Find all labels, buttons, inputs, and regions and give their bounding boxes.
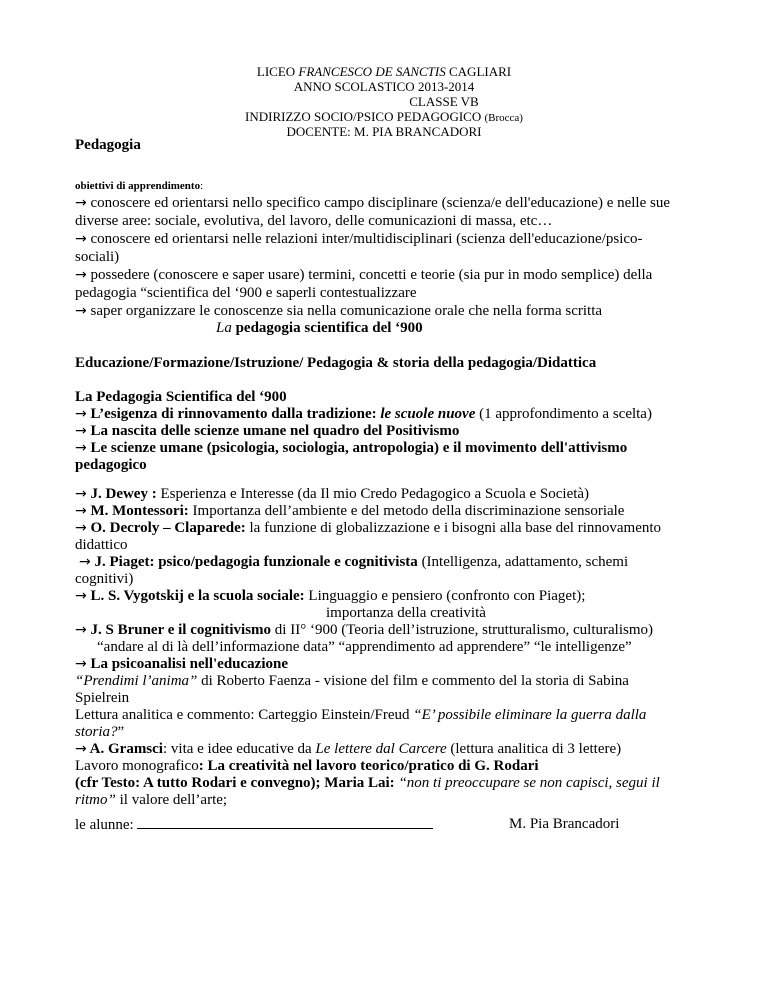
- cfr-line-cont: ritmo” il valore dell’arte;: [75, 792, 228, 808]
- arrow-right-icon: →: [75, 486, 87, 502]
- school-year: ANNO SCOLASTICO 2013-2014: [293, 79, 475, 94]
- arrow-right-icon: →: [75, 520, 87, 536]
- arrow-right-icon: →: [75, 195, 87, 211]
- objective-item-cont: pedagogia “scientifica del ‘900 e saperli contestualizzare: [75, 285, 417, 301]
- cfr-line: (cfr Testo: A tutto Rodari e convegno); Maria Lai: “non ti preoccupare se non capisci, segui il: [75, 775, 660, 791]
- objectives-label: obiettivi di apprendimento:: [75, 180, 204, 192]
- program-item-cont: didattico: [75, 537, 128, 553]
- program-item-psychoanalysis: → La psicoanalisi nell'educazione: [75, 656, 289, 672]
- program-item-decroly: → O. Decroly – Claparede: la funzione di globalizzazione e i bisogni alla base del rinnovamento: [75, 520, 662, 536]
- arrow-right-icon: →: [75, 267, 87, 283]
- topics-line: Educazione/Formazione/Istruzione/ Pedagogia & storia della pedagogia/Didattica: [75, 355, 597, 371]
- program-item-cont: pedagogico: [75, 457, 147, 473]
- letter-line: Lettura analitica e commento: Carteggio Einstein/Freud “E’ possibile eliminare la guerra dalla: [75, 707, 647, 723]
- film-line: “Prendimi l’anima” di Roberto Faenza - visione del film e commento del la storia di Sabina: [75, 673, 629, 689]
- teacher-label: DOCENTE: M. PIA BRANCADORI: [286, 124, 482, 139]
- school-name: LICEO FRANCESCO DE SANCTIS CAGLIARI: [256, 64, 512, 79]
- section-title: La pedagogia scientifica del ‘900: [216, 320, 423, 336]
- arrow-right-icon: →: [79, 554, 91, 570]
- subject-title: Pedagogia: [75, 137, 141, 153]
- objective-item: → saper organizzare le conoscenze sia nella comunicazione orale che nella forma scritta: [75, 303, 603, 319]
- objective-item-cont: sociali): [75, 249, 120, 265]
- arrow-right-icon: →: [75, 423, 87, 439]
- class-label: CLASSE VB: [409, 94, 479, 109]
- monograph-line: Lavoro monografico: La creatività nel lavoro teorico/pratico di G. Rodari: [75, 758, 539, 774]
- arrow-right-icon: →: [75, 303, 87, 319]
- letter-line-cont: storia?”: [75, 724, 125, 740]
- program-title: La Pedagogia Scientifica del ‘900: [75, 389, 287, 405]
- arrow-right-icon: →: [75, 406, 87, 422]
- program-item-gramsci: → A. Gramsci: vita e idee educative da Le lettere dal Carcere (lettura analitica di 3 lettere): [75, 741, 622, 757]
- program-item-piaget: → J. Piaget: psico/pedagogia funzionale e cognitivista (Intelligenza, adattamento, schemi: [79, 554, 629, 570]
- arrow-right-icon: →: [75, 741, 87, 757]
- arrow-right-icon: →: [75, 440, 87, 456]
- program-item: → Le scienze umane (psicologia, sociologia, antropologia) e il movimento dell'attivismo: [75, 440, 628, 456]
- program-item-vygotskij: → L. S. Vygotskij e la scuola sociale: Linguaggio e pensiero (confronto con Piaget);: [75, 588, 586, 604]
- arrow-right-icon: →: [75, 588, 87, 604]
- film-line-cont: Spielrein: [75, 690, 130, 706]
- objective-item-cont: diverse aree: sociale, evolutiva, del lavoro, delle comunicazioni di massa, etc…: [75, 213, 553, 229]
- arrow-right-icon: →: [75, 656, 87, 672]
- arrow-right-icon: →: [75, 231, 87, 247]
- program-item-montessori: → M. Montessori: Importanza dell’ambiente e del metodo della discriminazione sensoriale: [75, 503, 625, 519]
- program-item: → La nascita delle scienze umane nel quadro del Positivismo: [75, 423, 460, 439]
- objective-item: → conoscere ed orientarsi nelle relazioni inter/multidisciplinari (scienza dell'educazione/psico-: [75, 231, 643, 247]
- track-label: INDIRIZZO SOCIO/PSICO PEDAGOGICO (Brocca): [245, 109, 523, 124]
- objective-item: → conoscere ed orientarsi nello specifico campo disciplinare (scienza/e dell'educazione) e nelle sue: [75, 195, 670, 211]
- teacher-signature: M. Pia Brancadori: [509, 816, 620, 832]
- program-item-cont: importanza della creatività: [326, 605, 486, 621]
- program-item-cont: “andare al di là dell’informazione data” “apprendimento ad apprendere” “le intelligenze”: [97, 639, 632, 655]
- program-item-cont: cognitivi): [75, 571, 134, 587]
- students-signature: le alunne:: [75, 816, 433, 834]
- program-item-dewey: → J. Dewey : Esperienza e Interesse (da Il mio Credo Pedagogico a Scuola e Società): [75, 486, 590, 502]
- arrow-right-icon: →: [75, 622, 87, 638]
- signature-line: [137, 816, 433, 829]
- objective-item: → possedere (conoscere e saper usare) termini, concetti e teorie (sia pur in modo semplice) della: [75, 267, 653, 283]
- arrow-right-icon: →: [75, 503, 87, 519]
- program-item: → L’esigenza di rinnovamento dalla tradizione: le scuole nuove (1 approfondimento a scelta): [75, 406, 652, 422]
- program-item-bruner: → J. S Bruner e il cognitivismo di II° ‘900 (Teoria dell’istruzione, strutturalismo, culturalismo): [75, 622, 653, 638]
